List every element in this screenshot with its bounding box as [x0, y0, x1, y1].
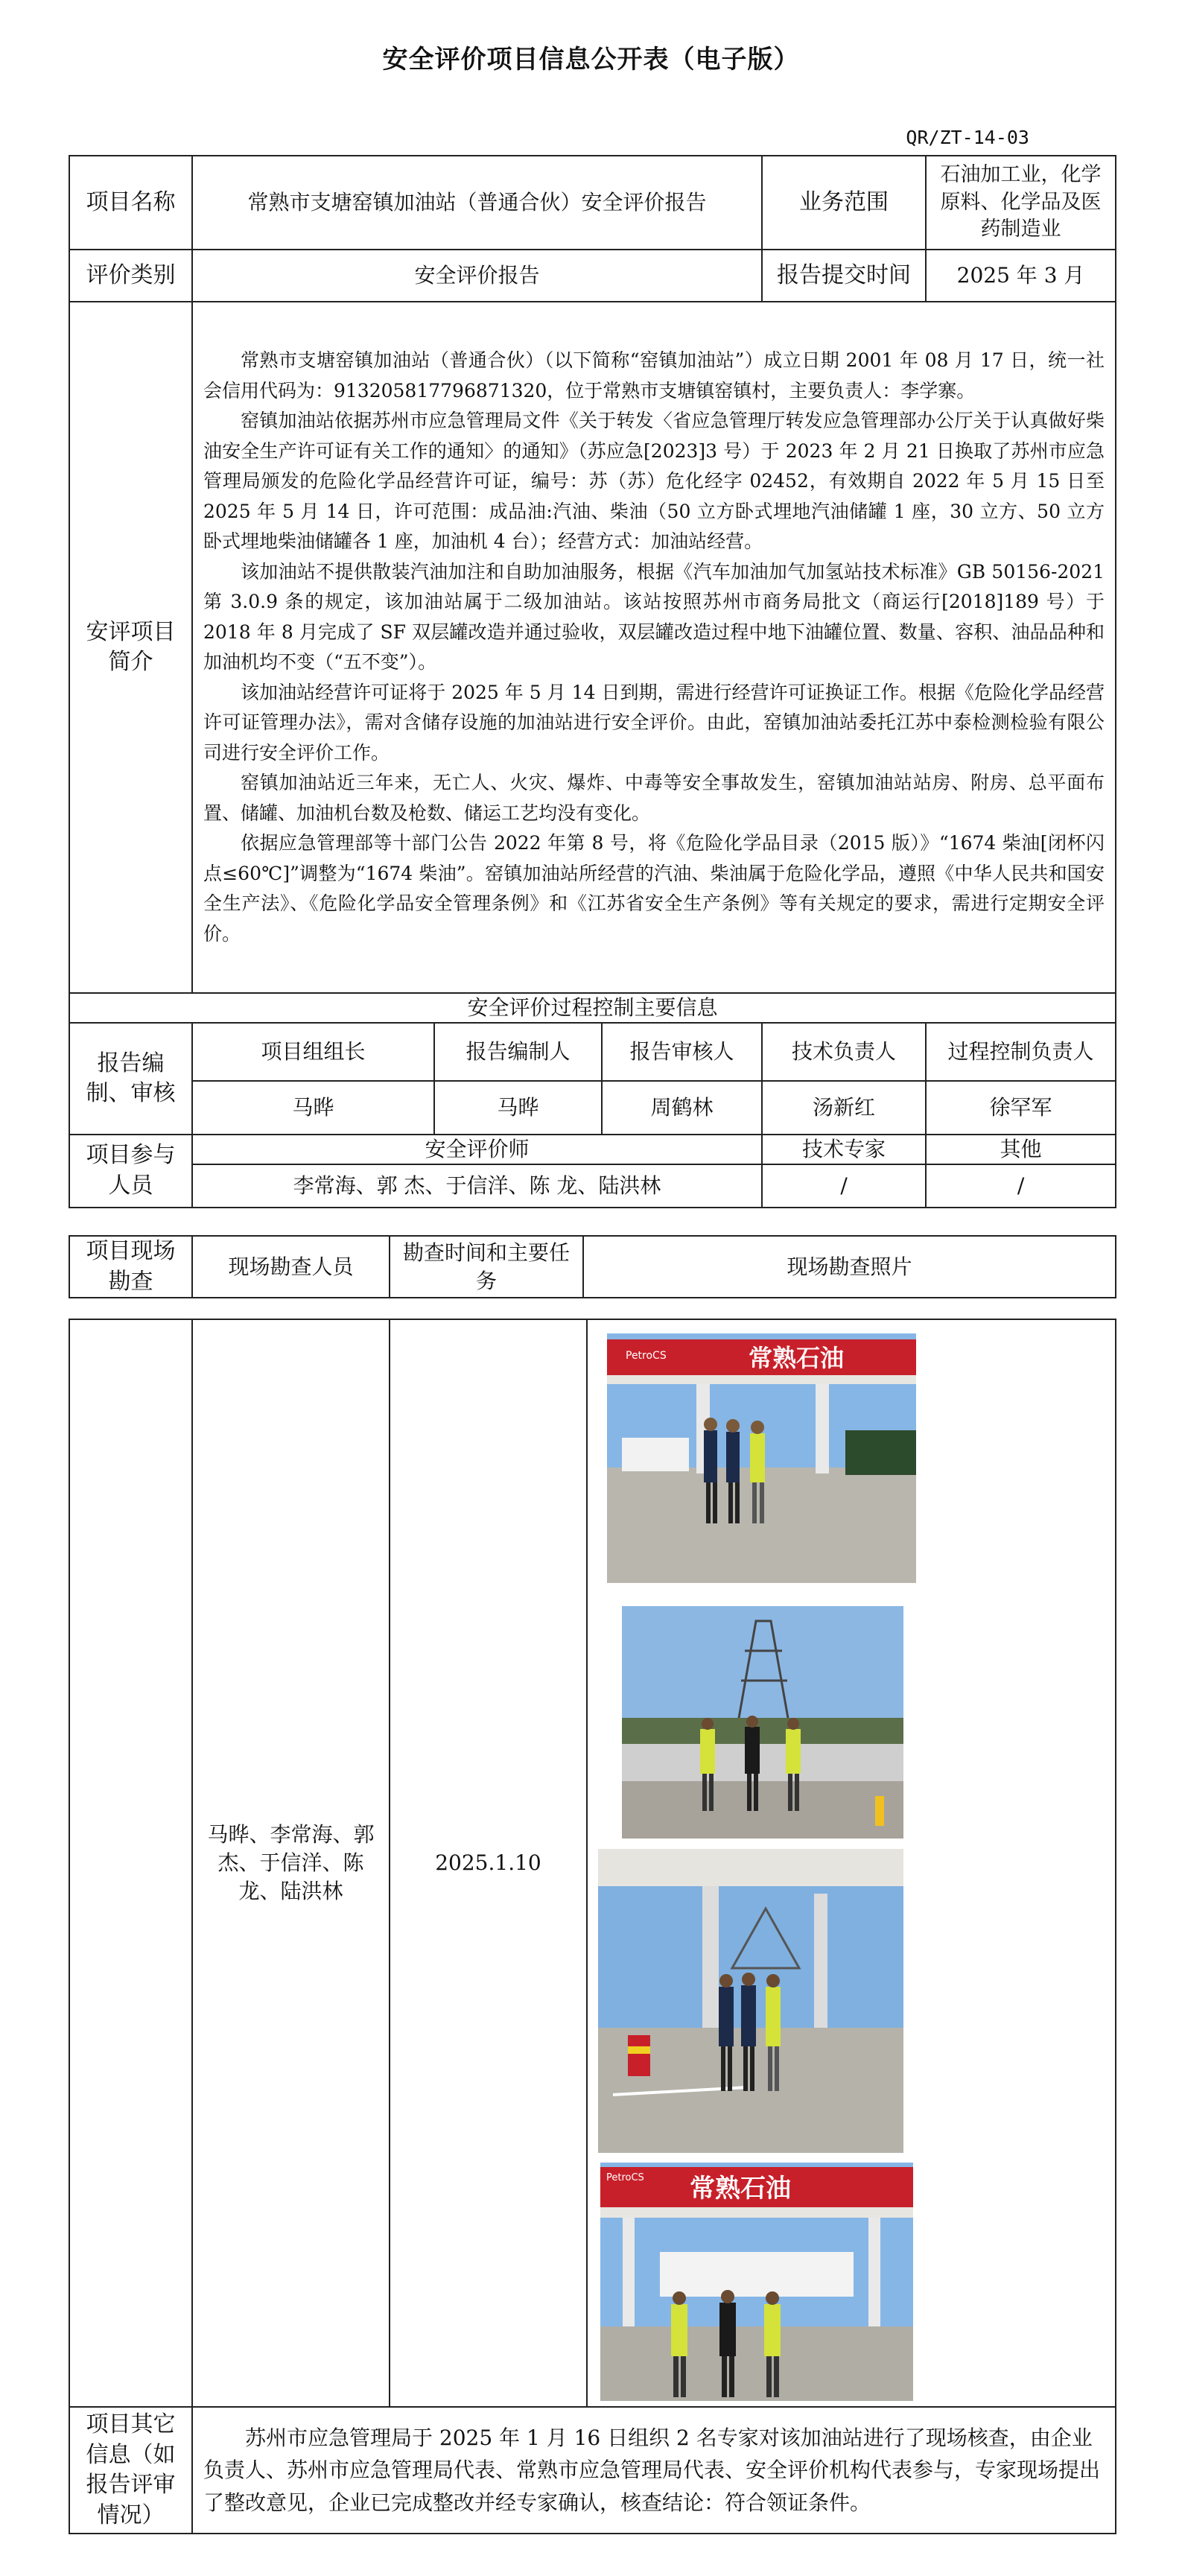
- survey-staff-header: 现场勘查人员: [192, 1236, 390, 1298]
- survey-staff-value: 马晔、李常海、郭 杰、于信洋、陈 龙、陆洪林: [192, 1319, 390, 2407]
- survey-photos-header: 现场勘查照片: [583, 1236, 1116, 1298]
- intro-paragraph: 该加油站经营许可证将于 2025 年 5 月 14 日到期，需进行经营许可证换证工作。根据《危险化学品经营许可证管理办法》，需对含储存设施的加油站进行安全评价。由此，窑镇加油站委托江苏中泰检测检验有限公司进行安全评价工作。: [203, 681, 1105, 764]
- intro-paragraph: 该加油站不提供散装汽油加注和自助加油服务，根据《汽车加油加气加氢站技术标准》GB 50156-2021 第 3.0.9 条的规定，该加油站属于二级加油站。该站按照苏州市商务局批文（商运行[2018]189 号）于 2018 年 8 月完成了 SF 双层罐改造并通过验收，双层罐改造过程中地下油罐位置、数量、容积、油品品种和加油机均不变（“五不变”）。: [203, 560, 1105, 673]
- station-canopy-photo-1: [607, 1333, 916, 1583]
- participants-label: 项目参与人员: [69, 1135, 192, 1208]
- intro-paragraph: 窑镇加油站依据苏州市应急管理局文件《关于转发〈省应急管理厅转发应急管理部办公厅关于认真做好柴油安全生产许可证有关工作的通知〉的通知》（苏应急[2023]3 号）于 2023 年 2 月 21 日换取了苏州市应急管理局颁发的危险化学品经营许可证，编号：苏（苏）危化经字 02452，有效期自 2022 年 5 月 15 日至 2025 年 5 月 14 日，许可范围：成品油:汽油、柴油（50 立方卧式埋地汽油储罐 1 座，30 立方、50 立方卧式埋地柴油储罐各 1 座，加油机 4 台）；经营方式：加油站经营。: [203, 410, 1105, 552]
- report-header: 报告编制人: [434, 1023, 602, 1081]
- category-value: 安全评价报告: [192, 250, 762, 302]
- report-header: 过程控制负责人: [926, 1023, 1116, 1081]
- report-value: 周鹤林: [602, 1081, 762, 1135]
- report-header: 报告审核人: [602, 1023, 762, 1081]
- survey-time-value: 2025.1.10: [390, 1319, 587, 2407]
- project-name-label: 项目名称: [69, 156, 192, 250]
- tower-photo-2: [622, 1606, 903, 1839]
- canopy-label: 常熟石油: [690, 2174, 791, 2204]
- intro-paragraph: 依据应急管理部等十部门公告 2022 年第 8 号，将《危险化学品目录（2015 版）》“1674 柴油[闭杯闪点≤60℃]”调整为“1674 柴油”。窑镇加油站所经营的汽油、柴油属于危险化学品，遵照《中华人民共和国安全生产法》、《危险化学品安全管理条例》和《江苏省安全生产条例》等有关规定的要求，需进行定期安全评价。: [203, 832, 1105, 945]
- evaluator-names: 李常海、郭 杰、于信洋、陈 龙、陆洪林: [192, 1164, 762, 1208]
- intro-paragraph: 窑镇加油站近三年来，无亡人、火灾、爆炸、中毒等安全事故发生，窑镇加油站站房、附房、总平面布置、储罐、加油机台数及枪数、储运工艺均没有变化。: [203, 772, 1105, 824]
- project-name-value: 常熟市支塘窑镇加油站（普通合伙）安全评价报告: [192, 156, 762, 250]
- canopy-label: 常熟石油: [749, 1344, 845, 1372]
- brand-label: PetroCS: [606, 2172, 644, 2183]
- other-header: 其他: [926, 1135, 1116, 1164]
- info-table-top: [69, 155, 1116, 1208]
- other-value: /: [926, 1164, 1116, 1208]
- intro-paragraph: 常熟市支塘窑镇加油站（普通合伙）（以下简称“窑镇加油站”）成立日期 2001 年 08 月 17 日，统一社会信用代码为：913205817796871320，位于常熟市支塘镇窑镇村，主要负责人：李学寨。: [203, 349, 1105, 402]
- expert-value: /: [762, 1164, 926, 1208]
- evaluator-header: 安全评价师: [192, 1135, 762, 1164]
- brand-label: PetroCS: [626, 1350, 667, 1362]
- survey-label: 项目现场勘查: [69, 1236, 192, 1298]
- report-label: 报告编制、审核: [69, 1023, 192, 1135]
- report-value: 马晔: [434, 1081, 602, 1135]
- business-scope-label: 业务范围: [762, 156, 926, 250]
- canopy-pillar-photo-3: [598, 1849, 903, 2153]
- report-header: 技术负责人: [762, 1023, 926, 1081]
- expert-header: 技术专家: [762, 1135, 926, 1164]
- intro-text: [192, 302, 1116, 993]
- other-info-cell: [192, 2407, 1116, 2534]
- other-info-text: 苏州市应急管理局于 2025 年 1 月 16 日组织 2 名专家对该加油站进行了现场核查，由企业负责人、苏州市应急管理局代表、常熟市应急管理局代表、安全评价机构代表参与，专家现场提出了整改意见，企业已完成整改并经专家确认，核查结论：符合领证条件。: [203, 2425, 1101, 2515]
- survey-header-table: [69, 1235, 1116, 1298]
- info-table-bottom: [69, 1319, 1116, 2534]
- survey-label-blank: [69, 1319, 192, 2407]
- submit-time-value: 2025 年 3 月: [926, 250, 1116, 302]
- station-canopy-photo-4: [600, 2163, 913, 2401]
- document-code: QR/ZT-14-03: [906, 127, 1029, 148]
- report-value: 徐罕军: [926, 1081, 1116, 1135]
- process-header: 安全评价过程控制主要信息: [69, 993, 1116, 1023]
- other-info-label: 项目其它信息（如报告评审情况）: [69, 2407, 192, 2534]
- business-scope-value: 石油加工业，化学原料、化学品及医药制造业: [926, 156, 1116, 250]
- report-header: 项目组组长: [192, 1023, 434, 1081]
- category-label: 评价类别: [69, 250, 192, 302]
- intro-label: 安评项目简介: [69, 302, 192, 993]
- submit-time-label: 报告提交时间: [762, 250, 926, 302]
- survey-time-header: 勘查时间和主要任务: [390, 1236, 583, 1298]
- report-value: 汤新红: [762, 1081, 926, 1135]
- report-value: 马晔: [192, 1081, 434, 1135]
- page-title: 安全评价项目信息公开表（电子版）: [382, 45, 800, 74]
